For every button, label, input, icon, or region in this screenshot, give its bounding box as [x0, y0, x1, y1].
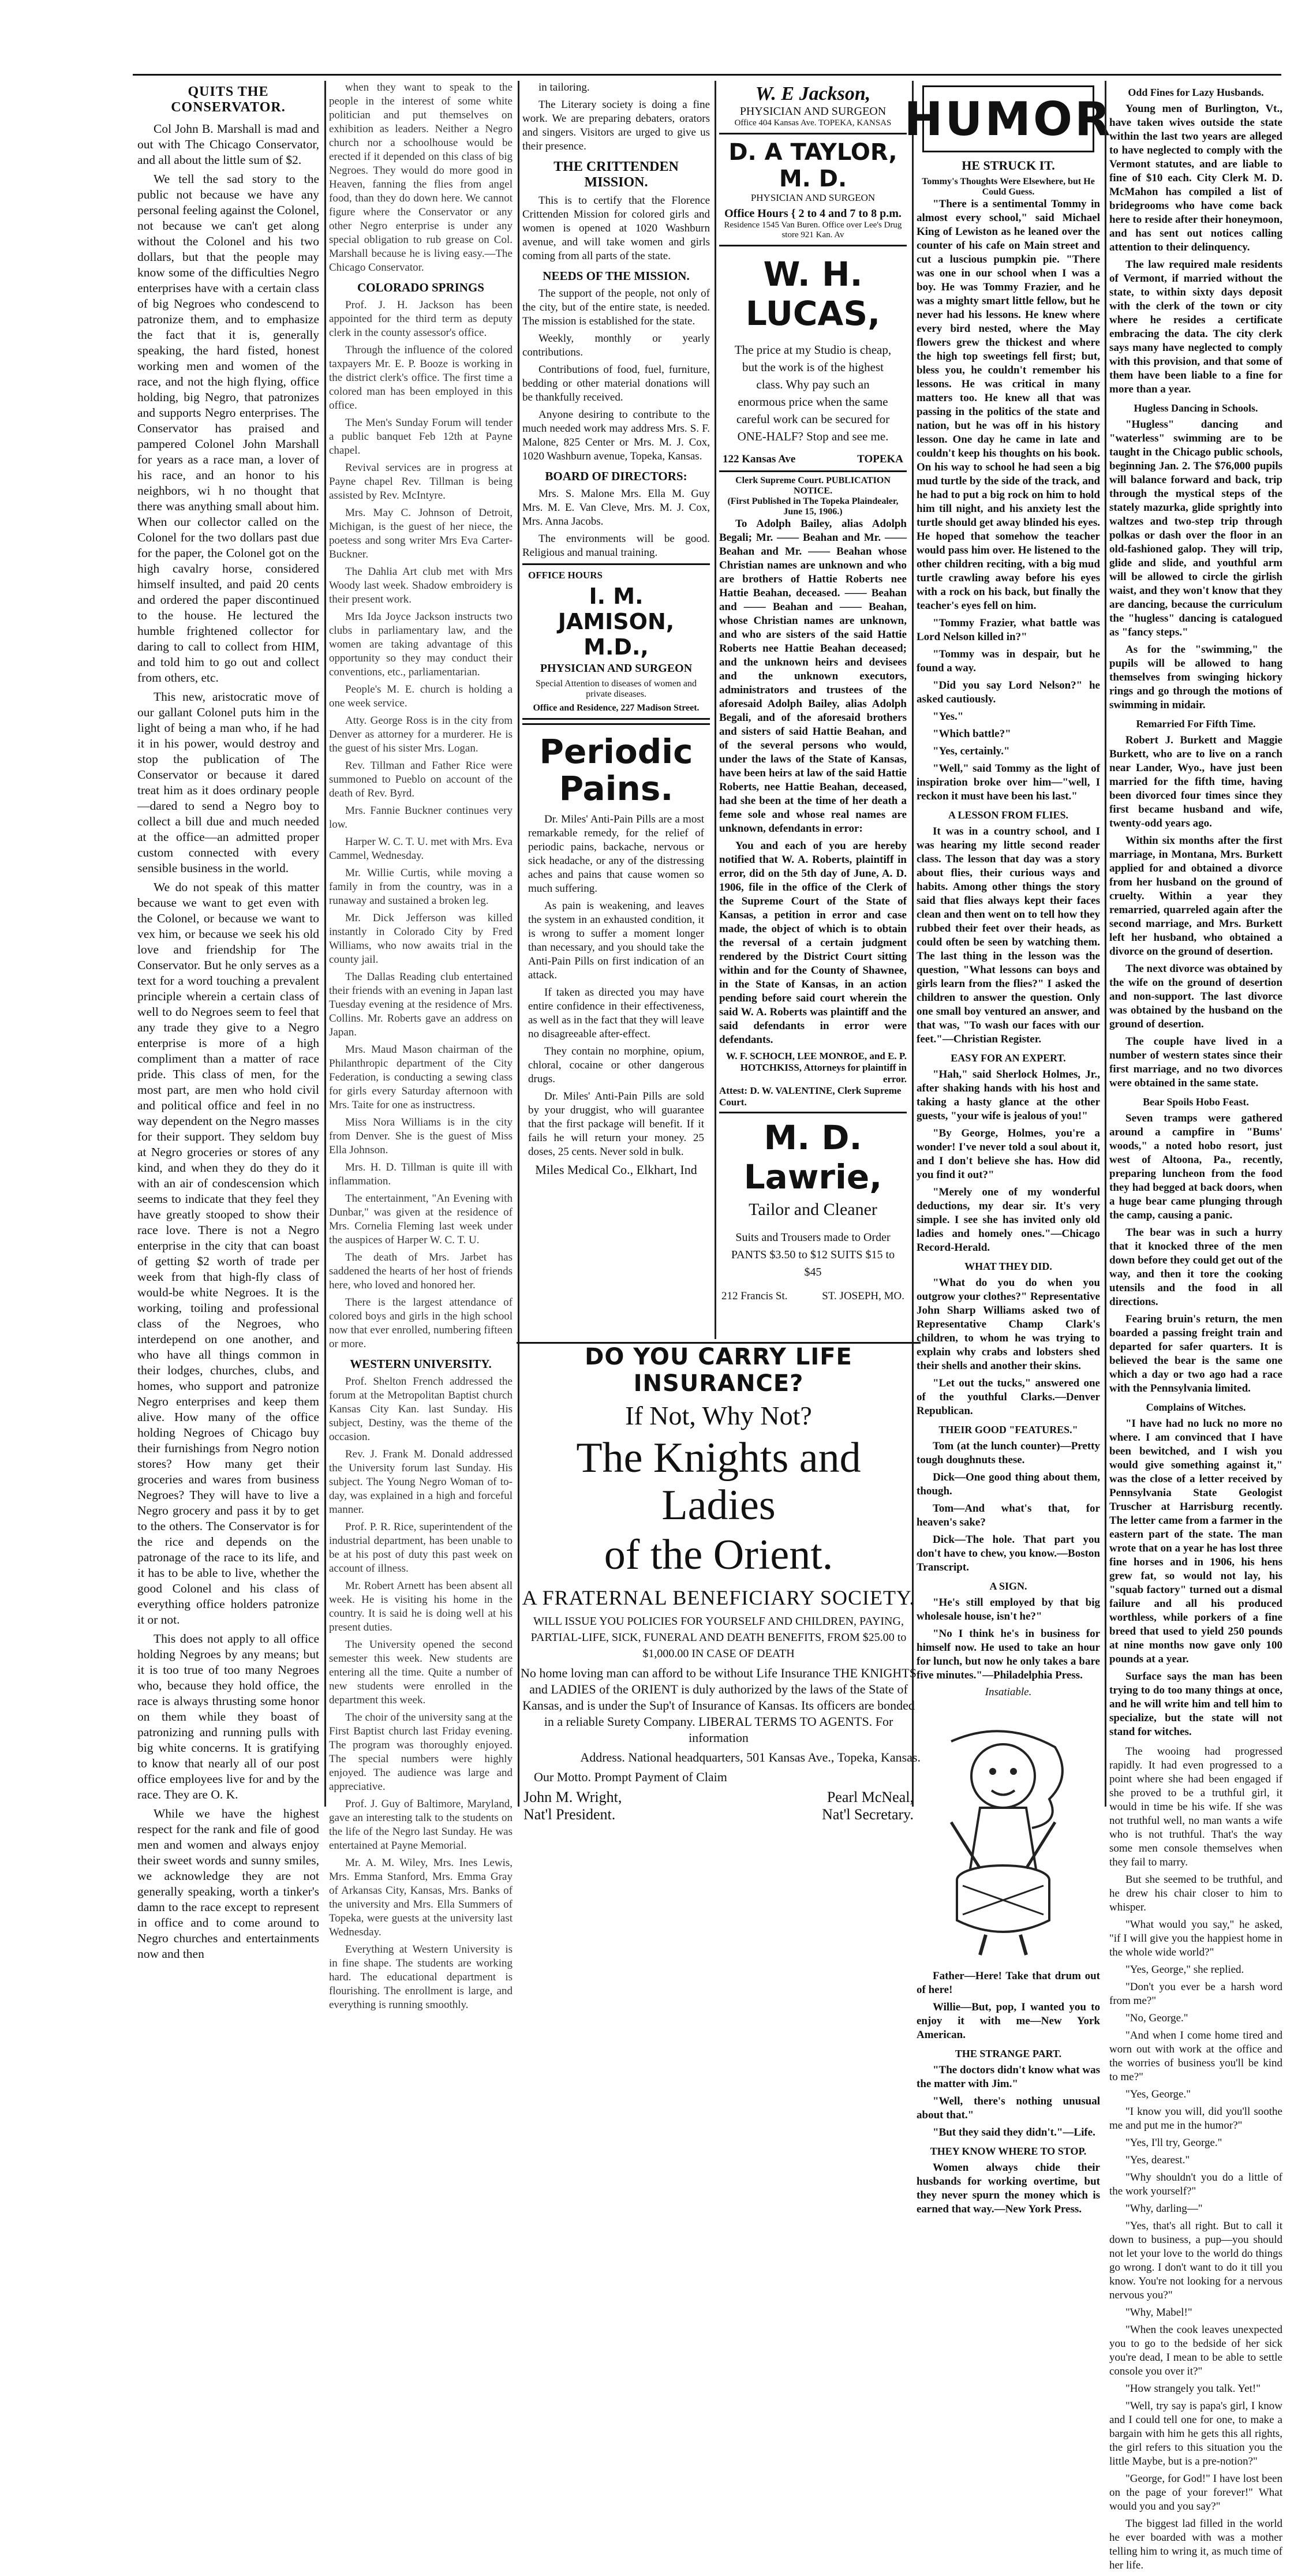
humor-masthead: HUMOR	[922, 85, 1094, 152]
conservator-paragraph: when they want to speak to the people in the interest of some white politician and put themselves on exhibition as leaders. Neither a Negro church nor a schoolhouse would be erected if it depended on this class of big Negroes. They would do more good in Heaven, fanning the flies from angel food, than they do down here. We cannot figure where the Conservator or any other Negro enterprise is under any special obligation to rub grease on Col. Marshall because he is living easy.—The Chicago Conservator.	[329, 81, 513, 274]
pains-text	[528, 813, 704, 1159]
court-paragraph: To Adolph Bailey, alias Adolph Begali; Mr. —— Beahan and Mr. —— Beahan and Mr. —— Beahan whose Christian names are unknown and who are brothers of Hattie Roberts nee Hattie Beahan, deceased. —— Beahan and —— Beahan and —— Beahan, whose Christian names are unknown, and who are sisters of the said Hattie Roberts nee Hattie Beahan deceased; and the unknown heirs and devisees and the unknown executors, administrators and trustees of the aforesaid Adolph Bailey, alias Adolph Begali, and of the aforesaid brothers and sisters of said Hattie Beahan, and of the several persons who would, under the laws of the State of Kansas, have been heirs at law of the said Hattie Roberts, nee Hattie Beahan, deceased, had she been at the time of her death a feme sole and whose real names are unknown, defendants in error:	[719, 518, 907, 835]
heading-crittenden-mission: THE CRITTENDEN MISSION.	[553, 159, 679, 190]
university-paragraph: Everything at Western University is in fine shape. The students are working hard. The educational department is flourishing. The enrollment is large, and everything is running smoothly.	[329, 1943, 513, 2011]
university-paragraph: Prof. P. R. Rice, superintendent of the industrial department, has been unable to be at his post of duty this past week on account of illness.	[329, 1521, 513, 1575]
fines-paragraph: Young men of Burlington, Vt., have taken wives outside the state within the last two years are alleged to have neglected to comply with the Vermont statutes, and are liable to fine of $10 each. City Clerk M. D. McMahon has compiled a list of bridegrooms who have come back here to reside after their honeymoon, and has sent out notices calling attention to their delinquency.	[1109, 103, 1282, 253]
did-paragraph: "What do you do when you outgrow your clothes?" Representative John Sharp Williams asked two of Representative Champ Clark's children, to whom he was trying to explain why crabs and lobsters shed their shells and another their skins.	[917, 1277, 1100, 1372]
heading-witches: Complains of Witches.	[1146, 1401, 1246, 1413]
struck-paragraph: "There is a sentimental Tommy in almost every school," said Michael King of Lewiston as he leaned over the counter of his cafe on Main street and cut a luscious pumpkin pie. "There was one in our school when I was a boy. He was Tommy Frazier, and he was a mighty smart little fellow, but he never had his lessons. He knew where every bird nested, where the May flowers grew the thickest and where the high top sweetings fell first; but, bless you, he couldn't remember his lessons. He was critical in many matters too. He knew all that was passing in the politics of the state and nation, but he was off in his history lesson. One day he came in late and couldn't keep his thoughts on his book. On his way to school he had seen a big mud turtle by the side of the track, and he had to put a big rock on him to hold him till night, and his anxiety lest the turtle should get away blinded his eyes. He hoped that somehow the teacher would pass him over. He listened to the other children reciting, with a big mud turtle crawling away before his eyes with a rock on his back, but finally the teacher's eyes fell on him.	[917, 198, 1100, 612]
pains-paragraph: They contain no morphine, opium, chloral, cocaine or other dangerous drugs.	[528, 1045, 704, 1085]
top-rule	[133, 74, 1281, 76]
hugless-text	[1109, 418, 1282, 712]
colorado-paragraph: The Dallas Reading club entertained their friends with an evening in Japan last Tuesday evening at the residence of Mrs. Collins. Mr. Roberts gave an address on Japan.	[329, 971, 513, 1038]
wooing-paragraph: "Well, try say is papa's girl, I know and I could tell one for one, to make a bargain with him he gets this all rights, the girl refers to this situation you the little Maybe, but is a pre-notion?"	[1109, 2400, 1282, 2467]
struck-paragraph: "Well," said Tommy as the light of inspiration broke over him—"well, I reckon it must have been his last."	[917, 762, 1100, 802]
insurance-address: Address. National headquarters, 501 Kansas Ave., Topeka, Kansas.	[580, 1750, 921, 1764]
lucas-text: The price at my Studio is cheap, but the work is of the highest class. Why pay such an enormous price when the same careful work can be secured for ONE-HALF? Stop and see me.	[734, 343, 892, 443]
feature-paragraph: Tom (at the lunch counter)—Pretty tough doughnuts these.	[917, 1440, 1100, 1466]
jackson-title: PHYSICIAN AND SURGEON	[739, 105, 887, 118]
colorado-paragraph: The entertainment, "An Evening with Dunbar," was given at the residence of Mrs. Cornelia Fleming last week under the auspices of Harper W. C. T. U.	[329, 1192, 513, 1246]
insurance-secretary-title: Nat'l Secretary.	[822, 1806, 914, 1823]
wooing-text	[1109, 1745, 1282, 2573]
struck-paragraph: "Tommy was in despair, but he found a way.	[917, 648, 1100, 674]
jackson-address: Office 404 Kansas Ave. TOPEKA, KANSAS	[734, 118, 892, 128]
witches-paragraph: "I have had no luck no more no where. I am convinced that I have been bewitched, and I wish you would give something against it," was the close of a letter received by Pennsylvania State Geologist Truscher at Harrisburg recently. The letter came from a farmer in the eastern part of the state. The man wrote that on a year he has lost three fine horses and in 1906, his hens grew fat, so would not lay, his "squab factory" turned out a dismal failure and all his produced worthless, while porkers of a fine breed that used to yield 250 pounds at nine months now gave only 100 pounds at a year.	[1109, 1418, 1282, 1665]
wooing-paragraph: "I know you will, did you'll soothe me and put me in the humor?"	[1109, 2106, 1282, 2132]
jackson-name: W. E Jackson,	[755, 83, 871, 104]
court-sign: W. F. SCHOCH, LEE MONROE, and E. P. HOTCHKISS, Attorneys for plaintiff in error.	[725, 1050, 907, 1085]
colorado-paragraph: There is the largest attendance of colored boys and girls in the high school now that ever enrolled, numbering fifteen or more.	[329, 1296, 513, 1350]
colorado-paragraph: Mrs Ida Joyce Jackson instructs two clubs in parliamentary law, and the women are taking advantage of this opportunity so they may conduct their conventions, etc., parliamentarian.	[329, 611, 513, 678]
literary-items	[522, 81, 710, 154]
cartoon-caption	[917, 1969, 1100, 2042]
bear-text	[1109, 1112, 1282, 1396]
literary-paragraph: in tailoring.	[538, 81, 590, 94]
lawrie-city: ST. JOSEPH, MO.	[822, 1290, 904, 1302]
struck-paragraph: "Yes."	[933, 711, 964, 723]
expert-paragraph: "Hah," said Sherlock Holmes, Jr., after shaking hands with his host and taking a hasty glance at the other guests, "your wife is jealous of you!"	[917, 1068, 1100, 1122]
feature-paragraph: Dick—The hole. That part you don't have to chew, you know.—Boston Transcript.	[917, 1534, 1100, 1573]
colorado-springs-items	[329, 298, 513, 1351]
mission-text	[522, 194, 710, 263]
heading-strange: THE STRANGE PART.	[955, 2048, 1062, 2059]
wooing-paragraph: "Yes, that's all right. But to call it down to business, a pup—you should not let your love to the world do things go wrong. I don't want to do it till you know. You're not looking for a nervous nervous you?"	[1109, 2220, 1282, 2301]
cartoon-caption-line: Father—Here! Take that drum out of here!	[917, 1970, 1100, 1996]
bear-paragraph: The bear was in such a hurry that it knocked three of the men down before they could get out of the way, and then it tore the cooking utensils and the food in all directions.	[1109, 1227, 1282, 1308]
feature-text	[917, 1440, 1100, 1575]
lucas-address: 122 Kansas Ave	[723, 453, 796, 465]
fines-text	[1109, 102, 1282, 397]
stop-paragraph: Women always chide their husbands for working overtime, but they never spurn the money which is earned that way.—New York Press.	[917, 2162, 1100, 2215]
jamison-note: Special Attention to diseases of women and private diseases.	[535, 679, 697, 699]
university-paragraph: Prof. J. Guy of Baltimore, Maryland, gave an interesting talk to the students on the life of the Negro last Sunday. He was entertained at Payne Memorial.	[329, 1798, 513, 1852]
struck-paragraph: "Tommy Frazier, what battle was Lord Nelson killed in?"	[917, 617, 1100, 643]
jackson-ad	[719, 81, 907, 134]
column-3	[522, 81, 710, 1339]
quits-paragraph: We tell the sad story to the public not because we have any personal feeling against the Colonel, not because we can't get along without the Colonel and his two dollars, but that the people may know some of the difficulties Negro enterprises have with a certain class of big Negroes who condescend to patronize them, and to emphasize the fact that it is, generally speaking, the hard fisted, honest working men and women of the race, and not the high flying, office holding, big Negro, that patronizes and supports Negro enterprises. The Conservator has praised and pampered Colonel John Marshall for years as a race man, a lover of his race, and an honor to his neighbors, wi h no thought that there was anything small about him. When our collector called on the Colonel for the two dollars past due for the paper, the Colonel got on the high cavalry horse, considered himself insulted, and paid 20 cents and ordered the paper discontinued to the house. He lectured the humble frightened collector for daring to call to collect from HIM, and told him to go out and collect from others, etc.	[137, 172, 319, 685]
colorado-paragraph: Through the influence of the colored taxpayers Mr. E. P. Booze is working in the district clerk's office. The first time a colored man has been employed in this office.	[329, 344, 513, 412]
taylor-hours: Office Hours { 2 to 4 and 7 to 8 p.m.	[724, 207, 902, 220]
heading-expert: EASY FOR AN EXPERT.	[951, 1052, 1066, 1064]
insurance-name-1: The Knights and Ladies	[576, 1434, 861, 1529]
lucas-name: W. H. LUCAS,	[745, 255, 881, 333]
struck-sub: Tommy's Thoughts Were Elsewhere, but He Could Guess.	[922, 177, 1095, 197]
stop-text	[917, 2161, 1100, 2216]
taylor-name: D. A TAYLOR, M. D.	[728, 139, 897, 192]
pains-paragraph: If taken as directed you may have entire confidence in their effectiveness, as well as in the fact that they will leave no disagreeable after-effect.	[528, 986, 704, 1040]
insurance-headline: DO YOU CARRY LIFE INSURANCE?	[585, 1344, 852, 1397]
wooing-paragraph: "Yes, George."	[1125, 2088, 1191, 2100]
wooing-paragraph: But she seemed to be truthful, and he drew his chair closer to him to whisper.	[1109, 1874, 1282, 1913]
did-paragraph: "Let out the tucks," answered one of the youthful Clarks.—Denver Republican.	[917, 1377, 1100, 1417]
jamison-address: Office and Residence, 227 Madison Street.	[533, 703, 700, 713]
column-4	[719, 81, 907, 1339]
colorado-paragraph: Rev. Tillman and Father Rice were summoned to Pueblo on account of the death of Rev. Byrd.	[329, 760, 513, 799]
lucas-city: TOPEKA	[857, 453, 903, 465]
colorado-paragraph: Mrs. Fannie Buckner continues very low.	[329, 805, 513, 831]
jamison-ad	[522, 563, 710, 720]
column-2	[329, 81, 513, 2016]
colorado-paragraph: Mrs. May C. Johnson of Detroit, Michigan, is the guest of her niece, the poetess and song writer Mrs Eva Carter-Buckner.	[329, 507, 513, 560]
feature-paragraph: Dick—One good thing about them, though.	[917, 1471, 1100, 1497]
court-paragraph: You and each of you are hereby notified that W. A. Roberts, plaintiff in error, did on the 5th day of June, A. D. 1906, file in the office of the Clerk of the Supreme Court of the State of Kansas, a petition in error and case made, the object of which is to obtain the reversal of a certain judgment rendered by the District Court sitting within and for the County of Shawnee, in the State of Kansas, in an action pending before said court wherein the said W. A. Roberts was plaintiff and the said defendants in error were defendants.	[719, 840, 907, 1046]
cartoon-caption-line: Willie—But, pop, I wanted you to enjoy it with me—New York American.	[917, 2001, 1100, 2041]
lucas-ad	[719, 246, 907, 472]
cartoon-label: Insatiable.	[985, 1686, 1032, 1698]
taylor-title: PHYSICIAN AND SURGEON	[750, 192, 876, 203]
witches-text	[1109, 1417, 1282, 1739]
lawrie-address: 212 Francis St.	[721, 1290, 788, 1302]
university-paragraph: Mr. A. M. Wiley, Mrs. Ines Lewis, Mrs. Emma Stanford, Mrs. Emma Gray of Arkansas City, Kansas, Mrs. Banks of the university and Mrs. Ella Summers of Topeka, were guests at the university last Wednesday.	[329, 1857, 513, 1938]
wooing-paragraph: "When the cook leaves unexpected you to go to the bedside of her sick you're dead, I mean to be able to settle console you over it?"	[1109, 2324, 1282, 2377]
headline-quits: QUITS THE CONSERVATOR.	[171, 84, 286, 115]
struck-paragraph: "Did you say Lord Nelson?" he asked cautiously.	[917, 679, 1100, 705]
needs-paragraph: The support of the people, not only of the city, but of the entire state, is needed. The mission is established for the state.	[522, 287, 710, 327]
board-paragraph: The environments will be good. Religious and manual training.	[522, 533, 710, 559]
pains-paragraph: As pain is weakening, and leaves the system in an exhausted condition, it is wrong to suffer a moment longer than necessary, and you should take the Anti-Pain Pills on first indication of an attack.	[528, 900, 704, 981]
colorado-paragraph: People's M. E. church is holding a one week service.	[329, 683, 513, 709]
lawrie-title: Tailor and Cleaner	[749, 1200, 877, 1219]
heading-colorado-springs: COLORADO SPRINGS	[357, 281, 484, 294]
wooing-paragraph: "Yes, George," she replied.	[1125, 1964, 1244, 1976]
periodic-pains-ad	[522, 723, 710, 1182]
pains-title: Periodic Pains.	[539, 732, 693, 808]
university-paragraph: The choir of the university sang at the First Baptist church last Friday evening. The program was thoroughly enjoyed. The special numbers were highly enjoyed. The audience was large and appreciative.	[329, 1711, 513, 1793]
column-rule-3	[715, 81, 716, 1339]
board-text	[522, 487, 710, 560]
heading-struck-it: HE STRUCK IT.	[962, 158, 1055, 173]
article-quits	[137, 121, 319, 1962]
fines-paragraph: The law required male residents of Vermont, if married without the state, to within sixty days deposit with the clerk of the town or city where he resides a certificate embracing the data. The city clerk says many have neglected to comply with this provision, and that some of them have been liable to a fine for more than a year.	[1109, 259, 1282, 395]
university-paragraph: The University opened the second semester this week. New students are entering all the time. Quite a number of new students were enrolled in the department this week.	[329, 1639, 513, 1706]
board-paragraph: Mrs. S. Malone Mrs. Ella M. Guy Mrs. M. E. Van Cleve, Mrs. M. J. Cox, Mrs. Anna Jacobs.	[522, 488, 710, 528]
bear-paragraph: Fearing bruin's return, the men boarded a passing freight train and departed for safer quarters. It is believed the bear is the same one which a day or two ago had a race with the Pennsylvania limited.	[1109, 1313, 1282, 1394]
colorado-paragraph: Mr. Dick Jefferson was killed instantly in Colorado City by Fred Williams, who now awaits trial in the county jail.	[329, 912, 513, 966]
wooing-paragraph: The wooing had progressed rapidly. It had even progressed to a point where she had been engaged if she proved to be a truthful girl, it would in time be his wife. If she was not truthful well, no man wants a wife who is not truthful. That's the way some men console themselves when they fail to marry.	[1109, 1745, 1282, 1868]
column-rule-5	[1105, 81, 1106, 1807]
insurance-secretary-name: Pearl McNeal,	[826, 1789, 914, 1805]
wooing-paragraph: "Yes, I'll try, George."	[1125, 2137, 1222, 2149]
publication-notice	[719, 472, 907, 1112]
university-paragraph: Rev. J. Frank M. Donald addressed the University forum last Sunday. His subject. The Young Negro Woman of to-day, was explained in a high and forceful manner.	[329, 1448, 513, 1516]
remarried-paragraph: The next divorce was obtained by the wife on the ground of desertion and non-support. The last divorce was obtained by the husband on the ground of desertion.	[1109, 963, 1282, 1030]
needs-paragraph: Weekly, monthly or yearly contributions.	[522, 332, 710, 358]
wooing-paragraph: "And when I come home tired and worn out with work at the office and the worries of business you'll be kind to me?"	[1109, 2029, 1282, 2083]
jamison-hours: OFFICE HOURS	[528, 570, 603, 581]
colorado-paragraph: Mrs. Maud Mason chairman of the Philanthropic department of the City Federation, is conducting a sewing class for girls every Saturday afternoon with Mrs. Taite for one as instructress.	[329, 1044, 513, 1111]
article-conservator-end	[329, 81, 513, 275]
wooing-paragraph: "Why, darling—"	[1125, 2203, 1203, 2215]
lawrie-ad	[719, 1112, 907, 1307]
heading-odd-fines: Odd Fines for Lazy Husbands.	[1128, 87, 1264, 98]
lawrie-name: M. D. Lawrie,	[743, 1118, 882, 1197]
sign-paragraph: "No I think he's in business for himself now. He used to take an hour for lunch, but now he only takes a bare five minutes."—Philadelphia Press.	[917, 1628, 1100, 1681]
needs-text	[522, 287, 710, 463]
western-university-items	[329, 1375, 513, 2012]
insurance-body: No home loving man can afford to be without Life Insurance THE KNIGHTS and LADIES of the ORIENT is duly authorized by the laws of the State of Kansas, and is under the Sup't of Insurance of Kansas. Its officers are bonded in a reliable Surety Company. LIBERAL TERMS TO AGENTS. For information	[521, 1666, 917, 1745]
colorado-paragraph: Revival services are in progress at Payne chapel Rev. Tillman is being assisted by Rev. McIntyre.	[329, 462, 513, 502]
wooing-paragraph: "What would you say," he asked, "if I will give you the happiest home in the whole wide world?"	[1109, 1919, 1282, 1958]
quits-paragraph: While we have the highest respect for the rank and file of good men and women and always enjoy their sweet words and sunny smiles, we acknowledge they are not generally speaking, worth a tinker's damn to the race except to represent in office and to come around to Negro churches and entertainments now and then	[137, 1807, 319, 1961]
insurance-name-2: of the Orient.	[604, 1531, 833, 1579]
court-text	[719, 517, 907, 1047]
wooing-paragraph: The biggest lad filled in the world he ever boarded with was a mother telling him to wring it, as much time of her life.	[1109, 2518, 1282, 2571]
wooing-paragraph: "George, for God!" I have lost been on the page of your forever!" What would you and you say?"	[1109, 2473, 1282, 2513]
heading-sign: A SIGN.	[989, 1580, 1027, 1592]
strange-paragraph: "Well, there's nothing unusual about that."	[917, 2095, 1100, 2121]
did-text	[917, 1276, 1100, 1418]
heading-flies: A LESSON FROM FLIES.	[948, 809, 1069, 821]
taylor-ad	[719, 134, 907, 246]
column-5	[904, 81, 1113, 2220]
struck-text	[917, 197, 1100, 803]
wooing-paragraph: "How strangely you talk. Yet!"	[1125, 2383, 1261, 2395]
wooing-paragraph: "No, George."	[1125, 2012, 1188, 2024]
literary-paragraph: The Literary society is doing a fine work. We are preparing debaters, orators and singers. Visitors are urged to give us their presence.	[522, 99, 710, 152]
lawrie-text: Suits and Trousers made to Order PANTS $3.50 to $12 SUITS $15 to $45	[731, 1231, 895, 1278]
heading-western-university: WESTERN UNIVERSITY.	[350, 1357, 492, 1371]
heading-bear: Bear Spoils Hobo Feast.	[1143, 1096, 1249, 1108]
bear-paragraph: Seven tramps were gathered around a campfire in "Bums' woods," a noted hobo resort, just west of Altoona, Pa., recently, preparing luncheon from the food they had begged at back doors, when a huge bear came plunging through the camp, causing a panic.	[1109, 1112, 1282, 1221]
heading-hugless: Hugless Dancing in Schools.	[1134, 402, 1258, 414]
colorado-paragraph: Prof. J. H. Jackson has been appointed for the third term as deputy clerk in the county assessor's office.	[329, 299, 513, 339]
strange-paragraph: "The doctors didn't know what was the matter with Jim."	[917, 2064, 1100, 2090]
sign-paragraph: "He's still employed by that big wholesale house, isn't he?"	[917, 1597, 1100, 1622]
column-6	[1109, 81, 1282, 2576]
struck-paragraph: "Which battle?"	[933, 728, 1011, 740]
feature-paragraph: Tom—And what's that, for heaven's sake?	[917, 1502, 1100, 1528]
drum-boy-cartoon-image	[917, 1707, 1090, 1961]
insurance-motto: Our Motto. Prompt Payment of Claim	[534, 1770, 727, 1784]
university-paragraph: Prof. Shelton French addressed the forum at the Metropolitan Baptist church Kansas City Kan. last Sunday. His subject, Destiny, was the theme of the occasion.	[329, 1375, 513, 1443]
column-rule-1	[324, 81, 326, 1807]
quits-paragraph: Col John B. Marshall is mad and out with The Chicago Conservator, and all about the little sum of $2.	[137, 122, 319, 167]
insurance-society: A FRATERNAL BENEFICIARY SOCIETY.	[522, 1586, 915, 1609]
wooing-paragraph: "Why shouldn't you do a little of the work yourself?"	[1109, 2171, 1282, 2197]
colorado-paragraph: The death of Mrs. Jarbet has saddened the hearts of her host of friends here, who loved and honored her.	[329, 1251, 513, 1291]
heading-what-did: WHAT THEY DID.	[964, 1261, 1052, 1272]
insurance-question: If Not, Why Not?	[625, 1401, 812, 1430]
jamison-title: PHYSICIAN AND SURGEON	[540, 662, 693, 675]
expert-text	[917, 1068, 1100, 1255]
jamison-name: I. M. JAMISON, M.D.,	[558, 584, 675, 660]
flies-paragraph: It was in a country school, and I was hearing my little second reader class. The lesson that day was a story about flies, their curious ways and habits. Among other things the story said that flies always kept their faces clean and then went on to tell how they rubbed their feet over their heads, as could often be seen by watching them. The last thing in the lesson was the question, "What lessons can boys and girls learn from the flies?" I asked the children to answer the question. Only one small boy ventured an answer, and that was, "To wash our faces with our feet."—Christian Register.	[917, 825, 1100, 1045]
heading-needs: NEEDS OF THE MISSION.	[543, 269, 690, 283]
remarried-paragraph: Robert J. Burkett and Maggie Burkett, who are to live on a ranch near Lander, Wyo., have just been married for the fifth time, having been divorced four times since they first became husband and wife, twenty-odd years ago.	[1109, 734, 1282, 829]
struck-paragraph: "Yes, certainly."	[933, 745, 1010, 757]
quits-paragraph: This does not apply to all office holding Negroes by any means; but it is too true of too many Negroes who, because they hold office, the race is always thrusting some honor on them while they boast of patronizing and running pulls with big white concerns. It is gratifying to know that nearly all of our post office employees live for and by the race. They are O. K.	[137, 1632, 319, 1801]
insurance-policies: WILL ISSUE YOU POLICIES FOR YOURSELF AND CHILDREN, PAYING, PARTIAL-LIFE, SICK, FUNERAL AND DEATH BENEFITS, FROM $25.00 to $1,000.00 IN CASE OF DEATH	[530, 1615, 907, 1660]
remarried-paragraph: The couple have lived in a number of western states since their first marriage, and no two divorces were obtained in the same state.	[1109, 1035, 1282, 1089]
column-1	[137, 81, 319, 1965]
pains-maker: Miles Medical Co., Elkhart, Ind	[535, 1162, 697, 1177]
heading-remarried: Remarried For Fifth Time.	[1136, 718, 1256, 730]
flies-text	[917, 825, 1100, 1046]
strange-text	[917, 2063, 1100, 2140]
needs-paragraph: Contributions of food, fuel, furniture, bedding or other material donations will be thankfully received.	[522, 364, 710, 403]
heading-board: BOARD OF DIRECTORS:	[545, 469, 687, 483]
colorado-paragraph: The Men's Sunday Forum will tender a public banquet Feb 12th at Payne chapel.	[329, 417, 513, 457]
expert-paragraph: "By George, Holmes, you're a wonder! I've never told a soul about it, and I don't believe she has. How did you find it out?"	[917, 1127, 1100, 1181]
heading-features: THEIR GOOD "FEATURES."	[938, 1424, 1078, 1435]
colorado-paragraph: Mr. Willie Curtis, while moving a family in from the country, was in a runaway and sustained a broken leg.	[329, 867, 513, 907]
colorado-paragraph: Atty. George Ross is in the city from Denver as attorney for a murderer. He is the guest of his sister Mrs. Logan.	[329, 715, 513, 754]
remarried-text	[1109, 734, 1282, 1090]
mission-paragraph: This is to certify that the Florence Crittenden Mission for colored girls and women is opened at 1020 Washburn avenue, and will take women and girls coming from all parts of the state.	[522, 195, 710, 262]
wooing-paragraph: "Why, Mabel!"	[1125, 2306, 1192, 2319]
insurance-president-name: John M. Wright,	[523, 1789, 622, 1805]
pains-paragraph: Dr. Miles' Anti-Pain Pills are a most remarkable remedy, for the relief of periodic pains, backache, nervous or sick headache, or any of the distressing aches and pains that cause women so much suffering.	[528, 813, 704, 895]
court-sub: (First Published in The Topeka Plaindealer, June 15, 1906.)	[727, 496, 899, 517]
taylor-address: Residence 1545 Van Buren. Office over Lee's Drug store 921 Kan. Av	[724, 220, 902, 240]
witches-paragraph: Surface says the man has been trying to do too many things at once, and he will write him and tell him to specialize, but the state will not stand for witches.	[1109, 1670, 1282, 1738]
colorado-paragraph: Harper W. C. T. U. met with Mrs. Eva Cammel, Wednesday.	[329, 836, 513, 862]
needs-paragraph: Anyone desiring to contribute to the much needed work may address Mrs. S. F. Malone, 825 Center or Mrs. M. J. Cox, 1020 Washburn avenue, Topeka, Kansas.	[522, 409, 710, 462]
sign-text	[917, 1596, 1100, 1683]
expert-paragraph: "Merely one of my wonderful deductions, my dear sir. It's very simple. I see she has invited only old ladies and homely ones."—Chicago Record-Herald.	[917, 1186, 1100, 1254]
hugless-paragraph: As for the "swimming," the pupils will be allowed to hang themselves from swinging hickory rings and go through the motions of swimming in midair.	[1109, 644, 1282, 711]
strange-paragraph: "But they said they didn't."—Life.	[933, 2126, 1095, 2138]
remarried-paragraph: Within six months after the first marriage, in Montana, Mrs. Burkett applied for and obtained a divorce from her husband on the ground of cruelty. Within a year they remarried, quarreled again after the second marriage, and Mrs. Burkett left her husband, who obtained a divorce on the ground of desertion.	[1109, 835, 1282, 958]
court-attest: Attest: D. W. VALENTINE, Clerk Supreme Court.	[719, 1085, 902, 1108]
insurance-president-title: Nat'l President.	[523, 1806, 616, 1823]
quits-paragraph: This new, aristocratic move of our gallant Colonel puts him in the light of being a man who, if he had it in his power, would destroy and stop the publication of The Conservator or because it dared treat him as it does ordinary people —dared to send a Negro boy to collect a bill due and much needed at the office—an admitted proper custom connected with every sensible business in the world.	[137, 690, 319, 875]
wooing-paragraph: "Yes, dearest."	[1125, 2154, 1190, 2166]
colorado-paragraph: The Dahlia Art club met with Mrs Woody last week. Shadow embroidery is their present work.	[329, 566, 513, 605]
court-head: Clerk Supreme Court. PUBLICATION NOTICE.	[735, 476, 891, 496]
colorado-paragraph: Mrs. H. D. Tillman is quite ill with inflammation.	[329, 1161, 513, 1187]
heading-stop: THEY KNOW WHERE TO STOP.	[930, 2145, 1087, 2157]
wooing-paragraph: "Don't you ever be a harsh word from me?"	[1109, 1981, 1282, 2007]
university-paragraph: Mr. Robert Arnett has been absent all week. He is visiting his home in the country. It is said he is doing well at his present duties.	[329, 1580, 513, 1633]
pains-paragraph: Dr. Miles' Anti-Pain Pills are sold by your druggist, who will guarantee that the first package will benefit. If it fails he will return your money. 25 doses, 25 cents. Never sold in bulk.	[528, 1090, 704, 1158]
colorado-paragraph: Miss Nora Williams is in the city from Denver. She is the guest of Miss Ella Johnson.	[329, 1116, 513, 1156]
insurance-ad	[517, 1342, 921, 1823]
hugless-paragraph: "Hugless" dancing and "waterless" swimming are to be taught in the Chicago public schools, beginning Jan. 2. The $76,000 pupils will balance forward and back, trip through the mystical steps of the stately mazurka, glide sprightly into waltzes and two-step trip through polkas or dash over the floor in an old-fashioned galop. They will trip, glide and slide, and youthful arm will be allowed to circle the girlish waist, and they won't know that they are dancing, because the curriculum the "hugless" dancing is catalogued as "fancy steps."	[1109, 418, 1282, 638]
quits-paragraph: We do not speak of this matter because we want to get even with the Colonel, or because we want to vex him, or because we seek his old love and friendship for The Conservator. But he only serves as a text for a word touching a prevalent principle wherein a certain class of well to do Negroes seem to feel that any trade they give to a Negro enterprise is more of a high compliment than a matter of race pride. This class of men, for the most part, are men who hold civil and political office and feel in no way dependent on the Negro masses for their support. They seldom buy at Negro groceries or stores of any kind, and when they do they do it with an air of condescension which seems to indicate that they feel they have greatly stooped to show their race love. There is not a Negro enterprise in the city that can boast of getting $2 worth of trade per week from that high-fly class of would-be white Negroes. It is the working, toiling and professional class of the Negroes, who interdepend on one another, and who have all things common in their lodges, churches, clubs, and homes, who support and patronize Negro enterprises and keep them alive. How many of the office holding Negroes of Chicago buy their furnishings from Negro notion stores? How many get their groceries and wares from business Negroes? They will have to live a Negro grocery and pass it by to get to the others. The Conservator is for the rice and depends on the patronage of the race to its life, and it has to be able to live, whether the good Colonel and his class of everything office holders patronize it or not.	[137, 880, 319, 1627]
